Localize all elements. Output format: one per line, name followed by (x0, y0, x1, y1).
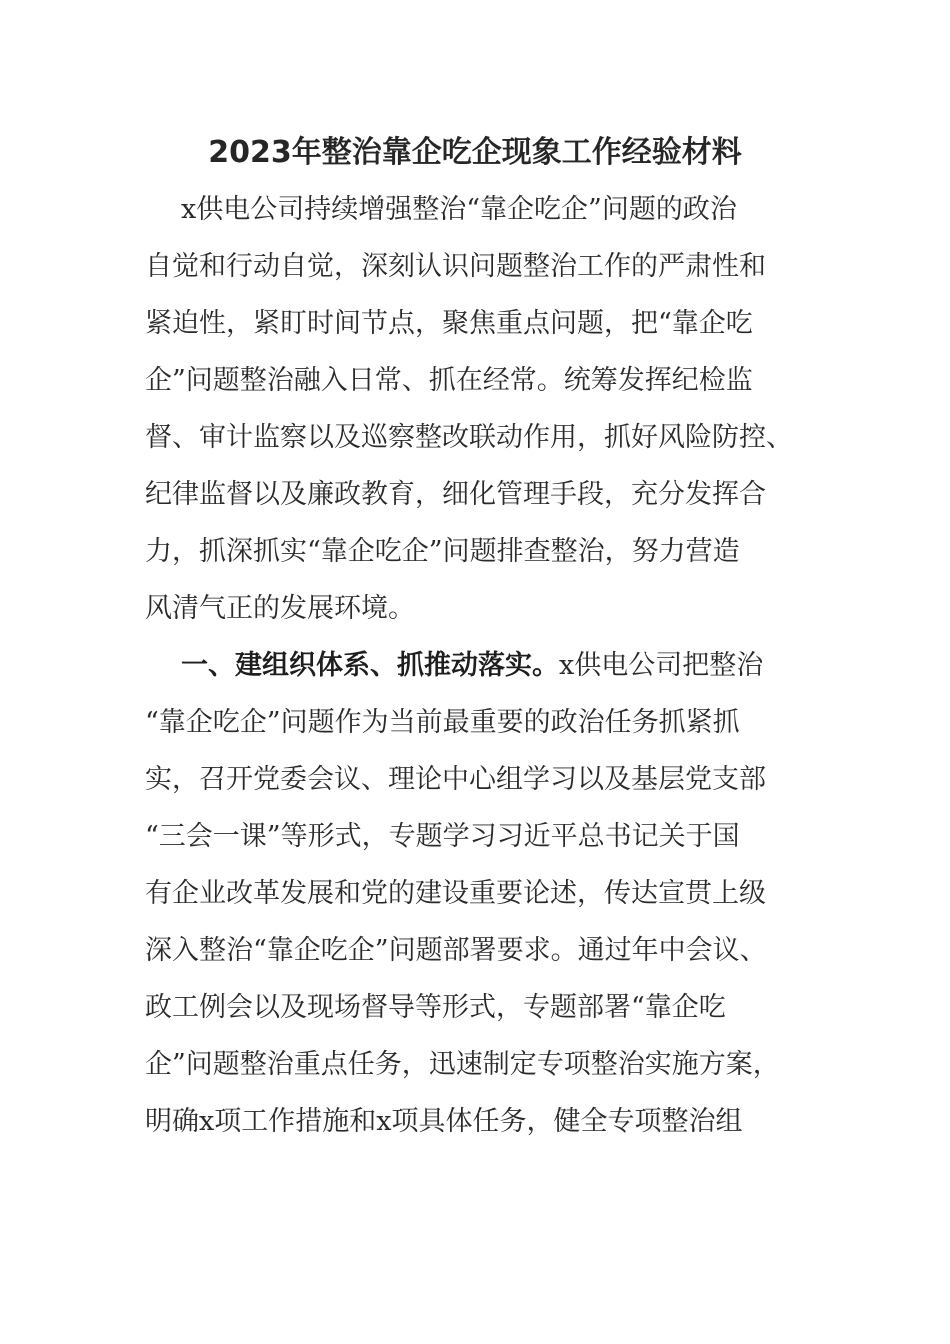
section-1-paragraph (145, 637, 805, 1150)
paragraph-line: x供电公司持续增强整治“靠企吃企”问题的政治 (181, 194, 737, 225)
paragraph-line: 有企业改革发展和党的建设重要论述，传达宣贯上级 (145, 878, 766, 909)
paragraph-line: 明确x项工作措施和x项具体任务，健全专项整治组 (145, 1106, 743, 1137)
paragraph-line: 力，抓深抓实“靠企吃企”问题排查整治，努力营造 (145, 536, 740, 567)
paragraph-line: 实，召开党委会议、理论中心组学习以及基层党支部 (145, 764, 766, 795)
section-1-first-line-text: x供电公司把整治 (559, 650, 764, 681)
paragraph-line: 紧迫性，紧盯时间节点，聚焦重点问题，把“靠企吃 (145, 308, 753, 339)
paragraph-line: “三会一课”等形式，专题学习习近平总书记关于国 (145, 821, 740, 852)
paragraph-line: 企”问题整治重点任务，迅速制定专项整治实施方案， (145, 1049, 780, 1080)
paragraph-line: 风清气正的发展环境。 (145, 593, 415, 624)
section-1-heading: 一、建组织体系、抓推动落实。 (181, 650, 559, 681)
paragraph-line: 自觉和行动自觉，深刻认识问题整治工作的严肃性和 (145, 251, 766, 282)
document-title: 2023年整治靠企吃企现象工作经验材料 (208, 135, 742, 170)
paragraph-line: 政工例会以及现场督导等形式，专题部署“靠企吃 (145, 992, 726, 1023)
paragraph-line: 纪律监督以及廉政教育，细化管理手段，充分发挥合 (145, 479, 766, 510)
paragraph-line: “靠企吃企”问题作为当前最重要的政治任务抓紧抓 (145, 707, 740, 738)
paragraph-line: 督、审计监察以及巡察整改联动作用，抓好风险防控、 (145, 422, 793, 453)
intro-paragraph (145, 181, 805, 637)
paragraph-line (145, 637, 805, 694)
paragraph-line: 深入整治“靠企吃企”问题部署要求。通过年中会议、 (145, 935, 767, 966)
paragraph-line: 企”问题整治融入日常、抓在经常。统筹发挥纪检监 (145, 365, 753, 396)
